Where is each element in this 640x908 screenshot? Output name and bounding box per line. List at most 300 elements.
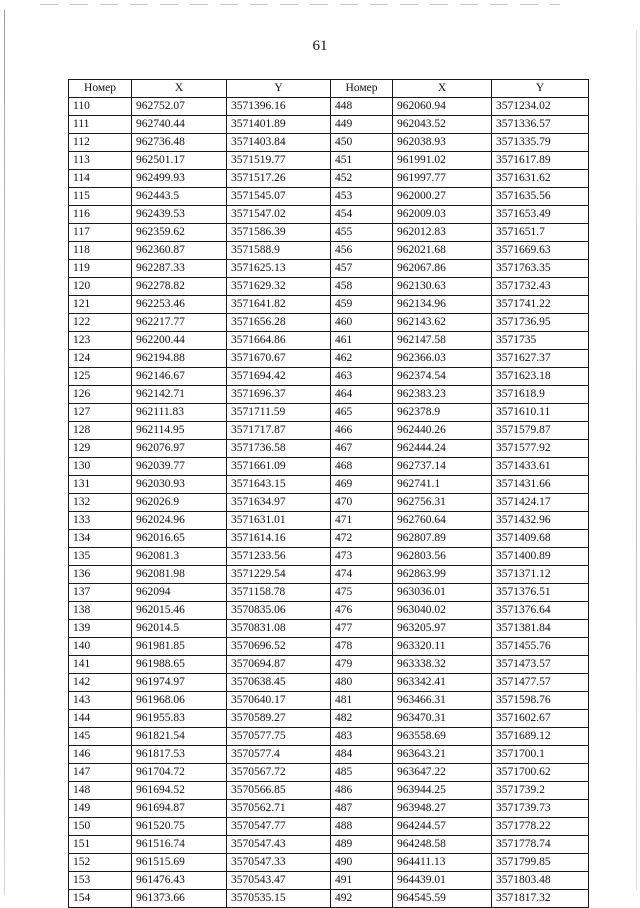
cell-number: 487	[331, 800, 393, 818]
cell-number: 122	[69, 314, 132, 332]
cell-y: 3571803.48	[492, 872, 589, 890]
cell-y: 3571778.74	[492, 836, 589, 854]
cell-number: 116	[69, 206, 132, 224]
table-row	[69, 386, 589, 404]
cell-number: 470	[331, 494, 393, 512]
cell-x: 962039.77	[132, 458, 227, 476]
table-row	[69, 98, 589, 116]
cell-y: 3571403.84	[227, 134, 331, 152]
cell-number: 149	[69, 800, 132, 818]
cell-x: 962217.77	[132, 314, 227, 332]
cell-number: 119	[69, 260, 132, 278]
coordinates-table	[68, 79, 589, 908]
cell-number: 144	[69, 710, 132, 728]
cell-number: 466	[331, 422, 393, 440]
cell-x: 962359.62	[132, 224, 227, 242]
cell-y: 3571547.02	[227, 206, 331, 224]
cell-y: 3571477.57	[492, 674, 589, 692]
cell-y: 3570547.43	[227, 836, 331, 854]
cell-y: 3571653.49	[492, 206, 589, 224]
table-row	[69, 422, 589, 440]
cell-number: 120	[69, 278, 132, 296]
cell-x: 962740.44	[132, 116, 227, 134]
cell-y: 3571629.32	[227, 278, 331, 296]
cell-number: 477	[331, 620, 393, 638]
cell-number: 137	[69, 584, 132, 602]
cell-number: 112	[69, 134, 132, 152]
cell-x: 961694.87	[132, 800, 227, 818]
cell-x: 963036.01	[393, 584, 492, 602]
cell-x: 962114.95	[132, 422, 227, 440]
cell-number: 139	[69, 620, 132, 638]
cell-number: 138	[69, 602, 132, 620]
cell-number: 125	[69, 368, 132, 386]
cell-x: 962737.14	[393, 458, 492, 476]
cell-x: 963320.11	[393, 638, 492, 656]
table-row	[69, 746, 589, 764]
cell-number: 127	[69, 404, 132, 422]
cell-x: 962111.83	[132, 404, 227, 422]
cell-number: 481	[331, 692, 393, 710]
cell-y: 3571694.42	[227, 368, 331, 386]
cell-y: 3571763.35	[492, 260, 589, 278]
cell-y: 3570577.75	[227, 728, 331, 746]
cell-x: 963944.25	[393, 782, 492, 800]
cell-x: 961704.72	[132, 764, 227, 782]
cell-y: 3570577.4	[227, 746, 331, 764]
cell-y: 3571732.43	[492, 278, 589, 296]
cell-x: 962021.68	[393, 242, 492, 260]
cell-y: 3571431.66	[492, 476, 589, 494]
cell-y: 3571610.11	[492, 404, 589, 422]
cell-number: 479	[331, 656, 393, 674]
cell-y: 3571409.68	[492, 530, 589, 548]
cell-x: 962760.64	[393, 512, 492, 530]
cell-x: 962014.5	[132, 620, 227, 638]
cell-x: 963948.27	[393, 800, 492, 818]
cell-y: 3571651.7	[492, 224, 589, 242]
cell-number: 475	[331, 584, 393, 602]
cell-x: 962194.88	[132, 350, 227, 368]
cell-y: 3571817.32	[492, 890, 589, 908]
table-row	[69, 476, 589, 494]
cell-y: 3571455.76	[492, 638, 589, 656]
table-row	[69, 854, 589, 872]
cell-y: 3571670.67	[227, 350, 331, 368]
cell-number: 467	[331, 440, 393, 458]
cell-number: 492	[331, 890, 393, 908]
cell-y: 3571396.16	[227, 98, 331, 116]
cell-y: 3571700.62	[492, 764, 589, 782]
cell-number: 458	[331, 278, 393, 296]
cell-y: 3570831.08	[227, 620, 331, 638]
table-row	[69, 458, 589, 476]
cell-x: 961968.06	[132, 692, 227, 710]
scan-edge-left	[4, 10, 5, 895]
cell-x: 962741.1	[393, 476, 492, 494]
cell-x: 961981.85	[132, 638, 227, 656]
header-number-left: Номер	[69, 80, 132, 98]
cell-number: 114	[69, 170, 132, 188]
cell-x: 962756.31	[393, 494, 492, 512]
cell-number: 150	[69, 818, 132, 836]
cell-x: 964411.13	[393, 854, 492, 872]
cell-x: 963466.31	[393, 692, 492, 710]
cell-number: 151	[69, 836, 132, 854]
cell-number: 452	[331, 170, 393, 188]
cell-number: 489	[331, 836, 393, 854]
cell-x: 962043.52	[393, 116, 492, 134]
cell-y: 3571736.58	[227, 440, 331, 458]
table-row	[69, 620, 589, 638]
cell-number: 460	[331, 314, 393, 332]
table-row	[69, 710, 589, 728]
header-number-right: Номер	[331, 80, 393, 98]
cell-number: 488	[331, 818, 393, 836]
cell-y: 3571778.22	[492, 818, 589, 836]
cell-number: 129	[69, 440, 132, 458]
cell-y: 3571617.89	[492, 152, 589, 170]
cell-y: 3571229.54	[227, 566, 331, 584]
cell-y: 3571233.56	[227, 548, 331, 566]
cell-y: 3571517.26	[227, 170, 331, 188]
cell-x: 964244.57	[393, 818, 492, 836]
cell-y: 3571717.87	[227, 422, 331, 440]
table-row	[69, 602, 589, 620]
cell-number: 132	[69, 494, 132, 512]
cell-y: 3571371.12	[492, 566, 589, 584]
cell-y: 3571661.09	[227, 458, 331, 476]
cell-y: 3570567.72	[227, 764, 331, 782]
cell-y: 3571669.63	[492, 242, 589, 260]
cell-x: 962012.83	[393, 224, 492, 242]
cell-x: 962366.03	[393, 350, 492, 368]
cell-x: 962130.63	[393, 278, 492, 296]
table-row	[69, 170, 589, 188]
cell-number: 453	[331, 188, 393, 206]
cell-x: 962142.71	[132, 386, 227, 404]
cell-y: 3571432.96	[492, 512, 589, 530]
cell-y: 3571711.59	[227, 404, 331, 422]
cell-number: 135	[69, 548, 132, 566]
cell-x: 963558.69	[393, 728, 492, 746]
cell-y: 3571335.79	[492, 134, 589, 152]
cell-x: 962134.96	[393, 296, 492, 314]
cell-number: 143	[69, 692, 132, 710]
table-row	[69, 440, 589, 458]
cell-x: 961991.02	[393, 152, 492, 170]
cell-number: 121	[69, 296, 132, 314]
header-y-right: Y	[492, 80, 589, 98]
cell-number: 480	[331, 674, 393, 692]
cell-y: 3571631.01	[227, 512, 331, 530]
cell-x: 962278.82	[132, 278, 227, 296]
cell-y: 3570640.17	[227, 692, 331, 710]
table-row	[69, 188, 589, 206]
cell-number: 454	[331, 206, 393, 224]
cell-number: 134	[69, 530, 132, 548]
scan-edge-top	[40, 4, 560, 5]
cell-y: 3571799.85	[492, 854, 589, 872]
cell-number: 455	[331, 224, 393, 242]
cell-number: 456	[331, 242, 393, 260]
cell-x: 963338.32	[393, 656, 492, 674]
cell-x: 962147.58	[393, 332, 492, 350]
cell-x: 962360.87	[132, 242, 227, 260]
cell-x: 961373.66	[132, 890, 227, 908]
header-y-left: Y	[227, 80, 331, 98]
table-row	[69, 674, 589, 692]
table-row	[69, 656, 589, 674]
cell-y: 3571656.28	[227, 314, 331, 332]
cell-number: 140	[69, 638, 132, 656]
cell-x: 962499.93	[132, 170, 227, 188]
cell-number: 457	[331, 260, 393, 278]
cell-x: 961821.54	[132, 728, 227, 746]
cell-number: 117	[69, 224, 132, 242]
cell-y: 3571433.61	[492, 458, 589, 476]
cell-y: 3571634.97	[227, 494, 331, 512]
cell-y: 3570589.27	[227, 710, 331, 728]
table-row	[69, 872, 589, 890]
cell-x: 962000.27	[393, 188, 492, 206]
cell-y: 3571736.95	[492, 314, 589, 332]
table-row	[69, 548, 589, 566]
cell-y: 3571741.22	[492, 296, 589, 314]
cell-y: 3571545.07	[227, 188, 331, 206]
cell-number: 136	[69, 566, 132, 584]
cell-y: 3571739.73	[492, 800, 589, 818]
table-row	[69, 494, 589, 512]
cell-x: 962094	[132, 584, 227, 602]
cell-x: 962863.99	[393, 566, 492, 584]
table-row	[69, 296, 589, 314]
scan-edge-right	[636, 30, 637, 890]
cell-number: 113	[69, 152, 132, 170]
cell-y: 3571579.87	[492, 422, 589, 440]
cell-y: 3571625.13	[227, 260, 331, 278]
cell-number: 464	[331, 386, 393, 404]
cell-y: 3571586.39	[227, 224, 331, 242]
cell-x: 964248.58	[393, 836, 492, 854]
cell-x: 962378.9	[393, 404, 492, 422]
cell-x: 962016.65	[132, 530, 227, 548]
table-row	[69, 728, 589, 746]
cell-y: 3570566.85	[227, 782, 331, 800]
cell-y: 3571376.51	[492, 584, 589, 602]
cell-number: 126	[69, 386, 132, 404]
cell-x: 962439.53	[132, 206, 227, 224]
cell-x: 961694.52	[132, 782, 227, 800]
table-row	[69, 278, 589, 296]
cell-y: 3571643.15	[227, 476, 331, 494]
cell-x: 961955.83	[132, 710, 227, 728]
cell-number: 483	[331, 728, 393, 746]
header-x-left: X	[132, 80, 227, 98]
cell-number: 148	[69, 782, 132, 800]
cell-number: 141	[69, 656, 132, 674]
cell-x: 962024.96	[132, 512, 227, 530]
table-row	[69, 260, 589, 278]
cell-x: 962067.86	[393, 260, 492, 278]
header-x-right: X	[393, 80, 492, 98]
cell-x: 962081.3	[132, 548, 227, 566]
cell-number: 461	[331, 332, 393, 350]
cell-number: 142	[69, 674, 132, 692]
cell-x: 961997.77	[393, 170, 492, 188]
cell-number: 147	[69, 764, 132, 782]
cell-number: 449	[331, 116, 393, 134]
table-row	[69, 566, 589, 584]
table-row	[69, 836, 589, 854]
cell-number: 451	[331, 152, 393, 170]
cell-x: 962038.93	[393, 134, 492, 152]
cell-x: 962443.5	[132, 188, 227, 206]
cell-y: 3571577.92	[492, 440, 589, 458]
cell-number: 472	[331, 530, 393, 548]
cell-y: 3571614.16	[227, 530, 331, 548]
cell-x: 962081.98	[132, 566, 227, 584]
cell-y: 3571641.82	[227, 296, 331, 314]
cell-y: 3571627.37	[492, 350, 589, 368]
table-row	[69, 152, 589, 170]
cell-x: 963643.21	[393, 746, 492, 764]
cell-y: 3570835.06	[227, 602, 331, 620]
cell-x: 962752.07	[132, 98, 227, 116]
cell-x: 961974.97	[132, 674, 227, 692]
cell-number: 131	[69, 476, 132, 494]
table-row	[69, 404, 589, 422]
cell-x: 962143.62	[393, 314, 492, 332]
cell-x: 962253.46	[132, 296, 227, 314]
cell-number: 471	[331, 512, 393, 530]
table-row	[69, 512, 589, 530]
cell-number: 110	[69, 98, 132, 116]
table-row	[69, 350, 589, 368]
cell-x: 963342.41	[393, 674, 492, 692]
cell-x: 962200.44	[132, 332, 227, 350]
cell-number: 485	[331, 764, 393, 782]
cell-x: 961516.74	[132, 836, 227, 854]
cell-number: 146	[69, 746, 132, 764]
cell-y: 3571519.77	[227, 152, 331, 170]
cell-x: 962287.33	[132, 260, 227, 278]
table-row	[69, 800, 589, 818]
cell-y: 3571400.89	[492, 548, 589, 566]
cell-x: 962803.56	[393, 548, 492, 566]
cell-number: 154	[69, 890, 132, 908]
cell-y: 3571618.9	[492, 386, 589, 404]
cell-number: 450	[331, 134, 393, 152]
cell-number: 486	[331, 782, 393, 800]
table-body	[69, 98, 589, 908]
cell-y: 3571631.62	[492, 170, 589, 188]
cell-number: 115	[69, 188, 132, 206]
cell-x: 962015.46	[132, 602, 227, 620]
cell-x: 963040.02	[393, 602, 492, 620]
cell-x: 961520.75	[132, 818, 227, 836]
cell-number: 463	[331, 368, 393, 386]
cell-number: 462	[331, 350, 393, 368]
cell-y: 3570696.52	[227, 638, 331, 656]
cell-y: 3571635.56	[492, 188, 589, 206]
cell-number: 124	[69, 350, 132, 368]
table-row	[69, 692, 589, 710]
cell-x: 961817.53	[132, 746, 227, 764]
cell-x: 962444.24	[393, 440, 492, 458]
cell-y: 3571696.37	[227, 386, 331, 404]
cell-number: 469	[331, 476, 393, 494]
cell-number: 482	[331, 710, 393, 728]
cell-x: 962076.97	[132, 440, 227, 458]
cell-y: 3571700.1	[492, 746, 589, 764]
cell-y: 3571689.12	[492, 728, 589, 746]
cell-x: 962030.93	[132, 476, 227, 494]
cell-number: 473	[331, 548, 393, 566]
cell-y: 3571623.18	[492, 368, 589, 386]
cell-number: 123	[69, 332, 132, 350]
cell-x: 962501.17	[132, 152, 227, 170]
cell-number: 153	[69, 872, 132, 890]
table-row	[69, 224, 589, 242]
table-header-row	[69, 80, 589, 98]
cell-x: 964545.59	[393, 890, 492, 908]
cell-y: 3570547.33	[227, 854, 331, 872]
cell-y: 3571598.76	[492, 692, 589, 710]
cell-x: 963205.97	[393, 620, 492, 638]
table-row	[69, 818, 589, 836]
table-row	[69, 332, 589, 350]
cell-number: 128	[69, 422, 132, 440]
cell-y: 3570638.45	[227, 674, 331, 692]
cell-number: 145	[69, 728, 132, 746]
cell-x: 962374.54	[393, 368, 492, 386]
cell-x: 962146.67	[132, 368, 227, 386]
cell-x: 962736.48	[132, 134, 227, 152]
cell-number: 111	[69, 116, 132, 134]
cell-x: 964439.01	[393, 872, 492, 890]
cell-number: 491	[331, 872, 393, 890]
cell-number: 130	[69, 458, 132, 476]
cell-x: 961515.69	[132, 854, 227, 872]
cell-y: 3571588.9	[227, 242, 331, 260]
cell-x: 962383.23	[393, 386, 492, 404]
cell-y: 3570562.71	[227, 800, 331, 818]
cell-number: 465	[331, 404, 393, 422]
page-number: 61	[312, 38, 328, 54]
cell-y: 3571158.78	[227, 584, 331, 602]
cell-y: 3571664.86	[227, 332, 331, 350]
cell-x: 963470.31	[393, 710, 492, 728]
cell-number: 474	[331, 566, 393, 584]
cell-number: 484	[331, 746, 393, 764]
cell-x: 962009.03	[393, 206, 492, 224]
cell-x: 962807.89	[393, 530, 492, 548]
cell-number: 448	[331, 98, 393, 116]
cell-y: 3570547.77	[227, 818, 331, 836]
table-row	[69, 764, 589, 782]
cell-y: 3571234.02	[492, 98, 589, 116]
cell-x: 962060.94	[393, 98, 492, 116]
cell-y: 3571381.84	[492, 620, 589, 638]
cell-x: 961988.65	[132, 656, 227, 674]
cell-number: 476	[331, 602, 393, 620]
cell-number: 468	[331, 458, 393, 476]
cell-y: 3570535.15	[227, 890, 331, 908]
cell-number: 118	[69, 242, 132, 260]
cell-y: 3571735	[492, 332, 589, 350]
cell-x: 962026.9	[132, 494, 227, 512]
